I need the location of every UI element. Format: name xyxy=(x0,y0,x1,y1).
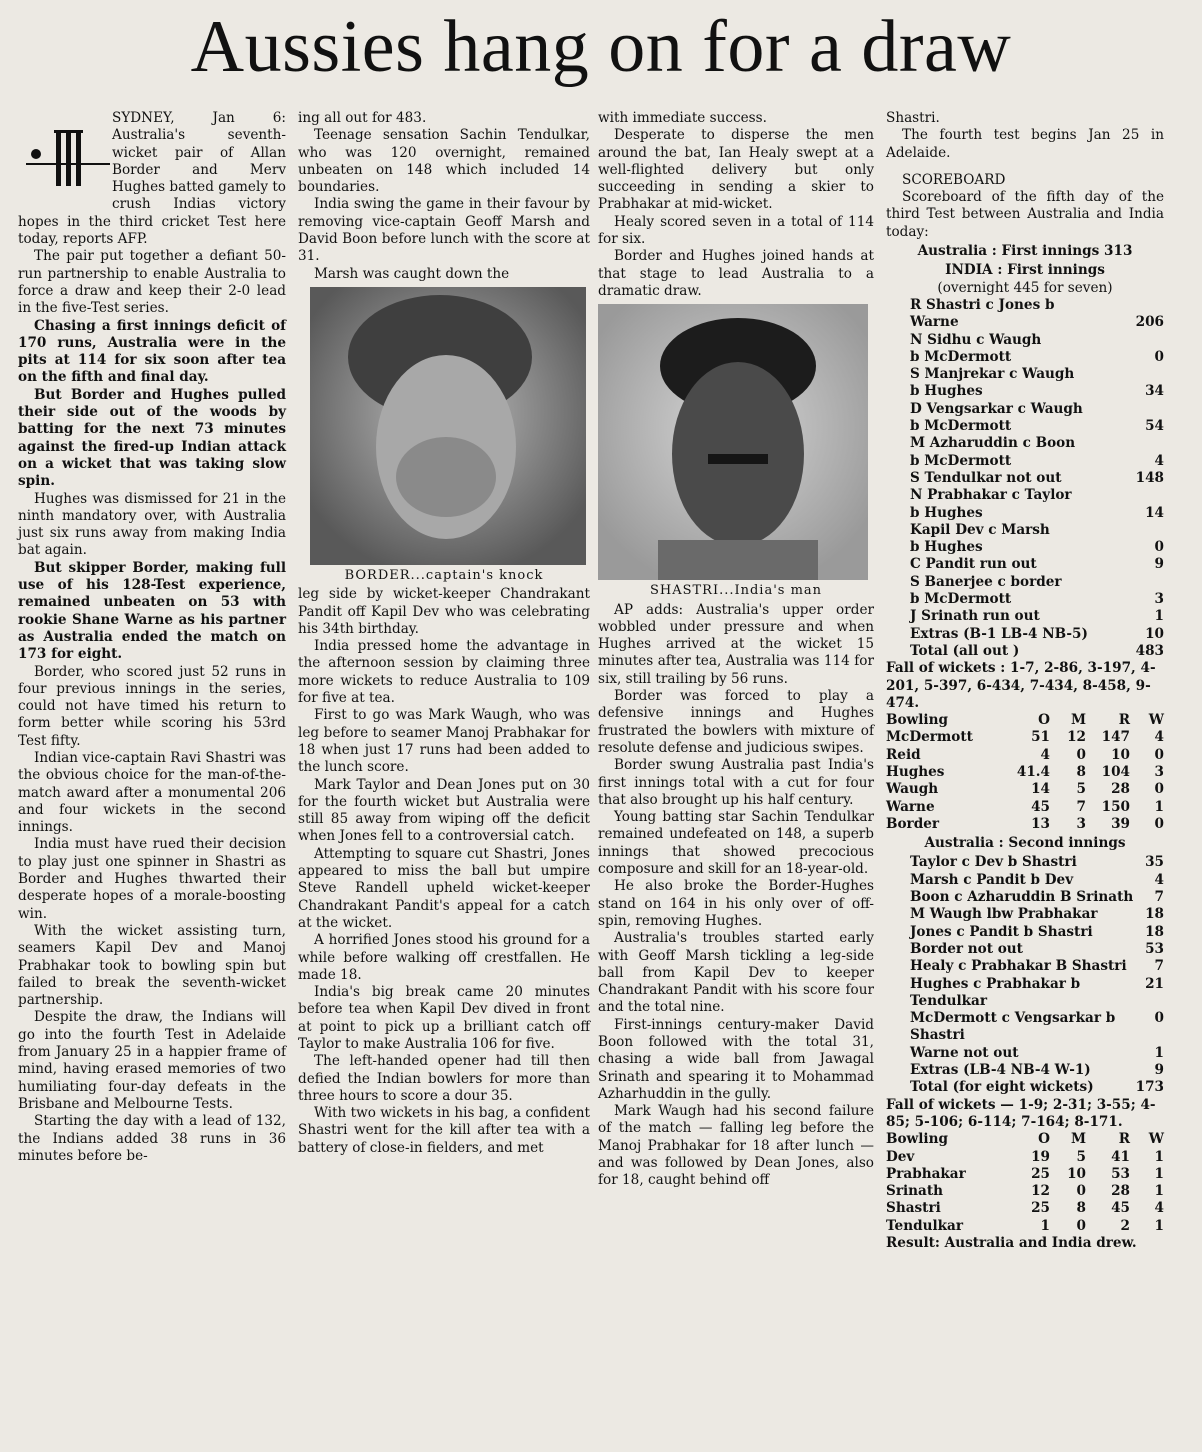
batsman-line: S Banerjee c border xyxy=(910,573,1062,590)
batsman-row xyxy=(886,872,1164,889)
bowling-figure: 28 xyxy=(1111,781,1130,798)
bowling-figure: 3 xyxy=(1154,763,1164,780)
bowler-name: Tendulkar xyxy=(886,1217,964,1234)
aus-first-innings: Australia : First innings 313 xyxy=(917,243,1133,260)
spacer xyxy=(982,781,1014,798)
bowler-name: McDermott xyxy=(886,729,973,746)
runs: 0 xyxy=(1154,1010,1164,1027)
paragraph: Marsh was caught down the xyxy=(314,265,510,282)
paragraph: Young batting star Sachin Tendulkar remained undefeated on 148, a superb innings that showed precocious composure and skill for an 18-year-old. xyxy=(598,809,874,878)
paragraph: India must have rued their decision to play just one spinner in Shastri as Border and Hughes thwarted their desperate hopes of a morale-boosting win. xyxy=(18,836,286,922)
lead-paragraph: SYDNEY, Jan 6: Australia's seventh-wicket pair of Allan Border and Merv Hughes batted gamely to crush Indias victory hopes in the third cricket Test here today, reports AFP. xyxy=(18,110,286,248)
batsman-line: Extras (LB-4 NB-4 W-1) xyxy=(910,1062,1091,1079)
runs: 1 xyxy=(1154,1044,1164,1061)
india-bowling-table xyxy=(886,729,1164,833)
dismissal: b McDermott xyxy=(910,418,1012,435)
batsman-row xyxy=(886,470,1164,487)
dismissal: b Hughes xyxy=(910,383,983,400)
paragraph: Attempting to square cut Shastri, Jones appeared to miss the ball but umpire Steve Randell upheld wicket-keeper Chandrakant Pandit's appeal for a catch at the wicket. xyxy=(298,845,590,931)
runs: 483 xyxy=(1135,642,1164,659)
bowling-figure: 5 xyxy=(1076,1148,1086,1165)
bowling-figure: 12 xyxy=(1067,729,1086,746)
runs: 0 xyxy=(1154,539,1164,556)
bowling-figure: 1 xyxy=(1154,798,1164,815)
dismissal: b McDermott xyxy=(910,452,1012,469)
runs: 7 xyxy=(1154,889,1164,906)
paragraph: With the wicket assisting turn, seamers Kapil Dev and Manoj Prabhakar took to bowling spin but failed to break the seventh-wicket partnership. xyxy=(18,922,286,1009)
aus-second-innings: Australia : Second innings xyxy=(924,835,1126,852)
batsman-line: Healy c Prabhakar B Shastri xyxy=(910,958,1127,975)
batsman-line: Total (all out ) xyxy=(910,642,1020,659)
paragraph: India pressed home the advantage in the afternoon session by claiming three more wickets to reduce Australia to 109 for five at tea. xyxy=(298,638,590,707)
batsman-row xyxy=(886,889,1164,906)
batsman-line: R Shastri c Jones b xyxy=(910,296,1055,313)
bowling-row xyxy=(886,1218,1164,1235)
bowling-figure: 25 xyxy=(1031,1200,1050,1217)
bowling-figure: 25 xyxy=(1031,1165,1050,1182)
bowling-figure: 0 xyxy=(1154,746,1164,763)
paragraph: Hughes was dismissed for 21 in the ninth mandatory over, with Australia just six runs away from making India bat again. xyxy=(18,490,286,559)
bowling-figure: 2 xyxy=(1120,1217,1130,1234)
batsman-row xyxy=(886,539,1164,556)
bowling-figure: 39 xyxy=(1111,815,1130,832)
runs: 9 xyxy=(1154,556,1164,573)
photo-caption: BORDER...captain's knock xyxy=(344,567,544,583)
batsman-line: Marsh c Pandit b Dev xyxy=(910,871,1074,888)
spacer xyxy=(982,1183,1014,1200)
bowler-name: Dev xyxy=(886,1148,915,1165)
match-result: Result: Australia and India drew. xyxy=(886,1235,1137,1251)
bowling-row xyxy=(886,1166,1164,1183)
ind-innings-sub: (overnight 445 for seven) xyxy=(937,279,1113,296)
paragraph: First-innings century-maker David Boon followed with the total 31, chasing a wide ball from Jawagal Srinath and spearing it to Mohammad Azharhuddin in the gully. xyxy=(598,1016,874,1102)
paragraph: Chasing a first innings deficit of 170 runs, Australia were in the pits at 114 for six soon after tea on the fifth and final day. xyxy=(18,317,286,386)
runs: 34 xyxy=(1145,383,1164,400)
batsman-row xyxy=(886,608,1164,625)
batsman-line: M Waugh lbw Prabhakar xyxy=(910,906,1098,923)
batsman-line: N Prabhakar c Taylor xyxy=(910,487,1072,504)
batsman-line: Taylor c Dev b Shastri xyxy=(910,854,1077,871)
bowling-figure: 1 xyxy=(1154,1148,1164,1165)
batsman-row xyxy=(886,591,1164,608)
bowling-figure: 7 xyxy=(1076,798,1086,815)
bowling-row xyxy=(886,729,1164,746)
spacer xyxy=(982,1166,1014,1183)
australia-batting-table xyxy=(886,854,1164,1096)
paragraph: with immediate success. xyxy=(598,110,767,126)
runs: 3 xyxy=(1154,591,1164,608)
bowling-figure: 4 xyxy=(1154,729,1164,746)
runs: 206 xyxy=(1135,314,1164,331)
spacer xyxy=(982,747,1014,764)
bowling-figure: 53 xyxy=(1111,1165,1130,1182)
runs: 173 xyxy=(1135,1079,1164,1096)
paragraph: Despite the draw, the Indians will go into the fourth Test in Adelaide from January 25 in a happier frame of mind, having erased memories of two humiliating four-day defeats in the Brisbane and Melbourne Tests. xyxy=(18,1009,286,1112)
dismissal: Warne xyxy=(910,314,959,331)
bowling-figure: 1 xyxy=(1154,1217,1164,1234)
batsman-line: J Srinath run out xyxy=(910,608,1040,625)
batsman-row xyxy=(886,418,1164,435)
paragraph: India swing the game in their favour by removing vice-captain Geoff Marsh and David Boon before lunch with the score at 31. xyxy=(298,196,590,265)
batsman-row xyxy=(886,924,1164,941)
australia-bowling-table xyxy=(886,1149,1164,1235)
paragraph: AP adds: Australia's upper order wobbled under pressure and when Hughes arrived at the wicket 15 minutes after tea, Australia was 114 for six, still trailing by 56 runs. xyxy=(598,601,874,687)
paragraph: With two wickets in his bag, a confident Shastri went for the kill after tea with a battery of close-in fielders, and met xyxy=(298,1105,590,1156)
bowler-name: Waugh xyxy=(886,781,939,798)
batsman-row xyxy=(886,906,1164,923)
paragraph: Border swung Australia past India's first innings total with a cut for four that also brought up his half century. xyxy=(598,757,874,808)
dismissal: b McDermott xyxy=(910,348,1012,365)
batsman-row xyxy=(886,1045,1164,1062)
border-photo xyxy=(310,287,586,565)
runs: 54 xyxy=(1145,418,1164,435)
runs: 18 xyxy=(1145,906,1164,923)
bowling-row xyxy=(886,1200,1164,1217)
photo-caption: SHASTRI...India's man xyxy=(649,583,823,599)
paragraph: Healy scored seven in a total of 114 for six. xyxy=(598,213,874,248)
bowling-figure: 45 xyxy=(1031,798,1050,815)
paragraph: leg side by wicket-keeper Chandrakant Pandit off Kapil Dev who was celebrating his 34th birthday. xyxy=(298,586,590,637)
paragraph: Teenage sensation Sachin Tendulkar, who was 120 overnight, remained unbeaten on 148 which included 14 boundaries. xyxy=(298,127,590,196)
bowling-row xyxy=(886,816,1164,833)
batsman-row xyxy=(886,941,1164,958)
bowling-figure: 8 xyxy=(1076,1200,1086,1217)
bowling-figure: 4 xyxy=(1154,1200,1164,1217)
runs: 14 xyxy=(1145,504,1164,521)
bowling-row xyxy=(886,747,1164,764)
paragraph: Mark Taylor and Dean Jones put on 30 for the fourth wicket but Australia were still 85 away from wiping off the deficit when Jones fell to a controversial catch. xyxy=(298,776,590,845)
bowling-figure: 150 xyxy=(1101,798,1130,815)
paragraph: A horrified Jones stood his ground for a while before walking off crestfallen. He made 18. xyxy=(298,932,590,983)
bowling-figure: 41 xyxy=(1111,1148,1130,1165)
batsman-line: S Manjrekar c Waugh xyxy=(910,366,1075,383)
bowling-header: Bowling O M R W xyxy=(886,712,1164,729)
bowling-row xyxy=(886,1149,1164,1166)
bowling-figure: 41.4 xyxy=(1016,763,1050,780)
batsman-row xyxy=(886,976,1164,1011)
ind-innings-heading: INDIA : First innings xyxy=(945,262,1105,279)
dismissal: b Hughes xyxy=(910,539,983,556)
india-batting-table xyxy=(886,297,1164,660)
batsman-row xyxy=(886,958,1164,975)
paragraph: First to go was Mark Waugh, who was leg before to seamer Manoj Prabhakar for 18 when just 17 runs had been added to the lunch score. xyxy=(298,707,590,776)
bowling-figure: 51 xyxy=(1031,729,1050,746)
portrait-image xyxy=(310,287,586,565)
bowling-row xyxy=(886,764,1164,781)
batsman-row xyxy=(886,505,1164,522)
paragraph: The left-handed opener had till then defied the Indian bowlers for more than three hours to score a dour 35. xyxy=(298,1053,590,1104)
column-4-scoreboard xyxy=(886,110,1164,1252)
bowling-figure: 10 xyxy=(1067,1165,1086,1182)
runs: 4 xyxy=(1154,871,1164,888)
india-fall-of-wickets: Fall of wickets : 1-7, 2-86, 3-197, 4-201, 5-397, 6-434, 7-434, 8-458, 9-474. xyxy=(886,660,1156,711)
bowling-figure: 1 xyxy=(1154,1165,1164,1182)
bowling-figure: 19 xyxy=(1031,1148,1050,1165)
batsman-row xyxy=(886,556,1164,573)
batsman-line: Boon c Azharuddin B Srinath xyxy=(910,889,1134,906)
paragraph: Border, who scored just 52 runs in four previous innings in the series, could not have timed his return to form better while scoring his 53rd Test fifty. xyxy=(18,663,286,749)
bowling-figure: 13 xyxy=(1031,815,1050,832)
dismissal: b Hughes xyxy=(910,504,983,521)
paragraph: Border was forced to play a defensive innings and Hughes frustrated the bowlers with mixture of resolute defense and judicious swipes. xyxy=(598,688,874,756)
runs: 148 xyxy=(1135,469,1164,486)
bowler-name: Shastri xyxy=(886,1200,941,1217)
bowler-name: Warne xyxy=(886,798,935,815)
paragraph: But skipper Border, making full use of his 128-Test experience, remained unbeaten on 53 with rookie Shane Warne as his partner as Australia ended the match on 173 for eight. xyxy=(18,559,286,663)
runs: 7 xyxy=(1154,958,1164,975)
bowling-figure: 10 xyxy=(1111,746,1130,763)
batsman-line: M Azharuddin c Boon xyxy=(910,435,1076,452)
batsman-line: McDermott c Vengsarkar b Shastri xyxy=(910,1010,1116,1044)
scoreboard-title: SCOREBOARD xyxy=(902,171,1006,188)
paragraph: Desperate to disperse the men around the bat, Ian Healy swept at a well-flighted delivery but only succeeding in sending a skier to Prabhakar at mid-wicket. xyxy=(598,127,874,213)
spacer xyxy=(982,1200,1014,1217)
headline: Aussies hang on for a draw xyxy=(190,6,1012,88)
paragraph: Shastri. xyxy=(886,110,940,126)
bowling-figure: 28 xyxy=(1111,1183,1130,1200)
paragraph: Starting the day with a lead of 132, the Indians added 38 runs in 36 minutes before be- xyxy=(18,1113,286,1164)
runs: 21 xyxy=(1145,975,1164,992)
spacer xyxy=(982,1149,1014,1166)
batsman-row xyxy=(886,1010,1164,1045)
bowling-figure: 45 xyxy=(1111,1200,1130,1217)
runs: 53 xyxy=(1145,940,1164,957)
column-1 xyxy=(18,110,286,1165)
batsman-line: Kapil Dev c Marsh xyxy=(910,521,1050,538)
batsman-row xyxy=(886,453,1164,470)
australia-fall-of-wickets: Fall of wickets — 1-9; 2-31; 3-55; 4-85; 5-106; 6-114; 7-164; 8-171. xyxy=(886,1096,1156,1130)
runs: 1 xyxy=(1154,608,1164,625)
bowling-header: Bowling O M R W xyxy=(886,1131,1164,1148)
bowling-figure: 5 xyxy=(1076,781,1086,798)
batsman-row xyxy=(886,643,1164,660)
batsman-line: Warne not out xyxy=(910,1044,1019,1061)
bowler-name: Prabhakar xyxy=(886,1165,966,1182)
batsman-line: S Tendulkar not out xyxy=(910,469,1062,486)
paragraph: ing all out for 483. xyxy=(298,110,427,126)
batsman-row xyxy=(886,349,1164,366)
bowler-name: Border xyxy=(886,815,940,832)
bowling-figure: 0 xyxy=(1076,1217,1086,1234)
runs: 9 xyxy=(1154,1062,1164,1079)
paragraph: The pair put together a defiant 50-run partnership to enable Australia to force a draw and keep their 2-0 lead in the five-Test series. xyxy=(18,248,286,317)
bowling-figure: 0 xyxy=(1076,1183,1086,1200)
spacer xyxy=(982,799,1014,816)
bowling-row xyxy=(886,799,1164,816)
scoreboard-intro: Scoreboard of the fifth day of the third Test between Australia and India today: xyxy=(886,189,1164,240)
bowling-figure: 8 xyxy=(1076,763,1086,780)
bowling-figure: 1 xyxy=(1154,1183,1164,1200)
bowling-row xyxy=(886,1183,1164,1200)
dismissal: b McDermott xyxy=(910,591,1012,608)
batsman-line: N Sidhu c Waugh xyxy=(910,331,1042,348)
shastri-photo xyxy=(598,304,868,580)
paragraph: Indian vice-captain Ravi Shastri was the obvious choice for the man-of-the-match award after a monumental 206 and four wickets in the second innings. xyxy=(18,749,286,836)
spacer xyxy=(982,729,1014,746)
batsman-line: Extras (B-1 LB-4 NB-5) xyxy=(910,625,1088,642)
batsman-row xyxy=(886,383,1164,400)
bowling-figure: 0 xyxy=(1154,781,1164,798)
paragraph: He also broke the Border-Hughes stand on 164 in his only over of off-spin, removing Hughes. xyxy=(598,878,874,929)
runs: 0 xyxy=(1154,348,1164,365)
bowler-name: Reid xyxy=(886,746,921,763)
bowling-figure: 147 xyxy=(1101,729,1130,746)
bowler-name: Hughes xyxy=(886,763,945,780)
runs: 10 xyxy=(1145,625,1164,642)
spacer xyxy=(982,1218,1014,1235)
paragraph: The fourth test begins Jan 25 in Adelaide. xyxy=(886,127,1164,161)
bowler-name: Srinath xyxy=(886,1183,943,1200)
runs: 4 xyxy=(1154,452,1164,469)
batsman-row xyxy=(886,854,1164,871)
spacer xyxy=(982,764,1014,781)
bowling-figure: 0 xyxy=(1076,746,1086,763)
bowling-figure: 1 xyxy=(1040,1217,1050,1234)
paragraph: Mark Waugh had his second failure of the match — falling leg before the Manoj Prabhakar for 18 after lunch — and was followed by Dean Jones, also for 18, caught behind off xyxy=(598,1103,874,1189)
bowling-figure: 4 xyxy=(1040,746,1050,763)
batsman-line: Total (for eight wickets) xyxy=(910,1079,1094,1096)
runs: 35 xyxy=(1145,854,1164,871)
bowling-figure: 0 xyxy=(1154,815,1164,832)
paragraph: Border and Hughes joined hands at that stage to lead Australia to a dramatic draw. xyxy=(598,248,874,299)
column-2 xyxy=(298,110,590,1157)
batsman-line: Jones c Pandit b Shastri xyxy=(910,923,1093,940)
portrait-image xyxy=(598,304,868,580)
paragraph: Australia's troubles started early with Geoff Marsh tickling a leg-side ball from Kapil Dev to keeper Chandrakant Pandit with his score four and the total nine. xyxy=(598,930,874,1016)
runs: 18 xyxy=(1145,923,1164,940)
paragraph: India's big break came 20 minutes before tea when Kapil Dev dived in front at point to pick up a brilliant catch off Taylor to make Australia 106 for five. xyxy=(298,984,590,1052)
batsman-row xyxy=(886,1079,1164,1096)
bowling-figure: 3 xyxy=(1076,815,1086,832)
batsman-line: Border not out xyxy=(910,940,1023,957)
batsman-line: C Pandit run out xyxy=(910,556,1037,573)
column-3 xyxy=(598,110,874,1190)
bowling-figure: 12 xyxy=(1031,1183,1050,1200)
batsman-row xyxy=(886,1062,1164,1079)
bowling-row xyxy=(886,781,1164,798)
bowling-figure: 104 xyxy=(1101,763,1130,780)
bowling-figure: 14 xyxy=(1031,781,1050,798)
batsman-line: D Vengsarkar c Waugh xyxy=(910,400,1083,417)
batsman-line: Hughes c Prabhakar b Tendulkar xyxy=(910,975,1081,1009)
paragraph: But Border and Hughes pulled their side out of the woods by batting for the next 73 minutes against the fired-up Indian attack on a wicket that was taking slow spin. xyxy=(18,386,286,490)
batsman-row xyxy=(886,314,1164,331)
spacer xyxy=(982,816,1014,833)
batsman-row xyxy=(886,626,1164,643)
